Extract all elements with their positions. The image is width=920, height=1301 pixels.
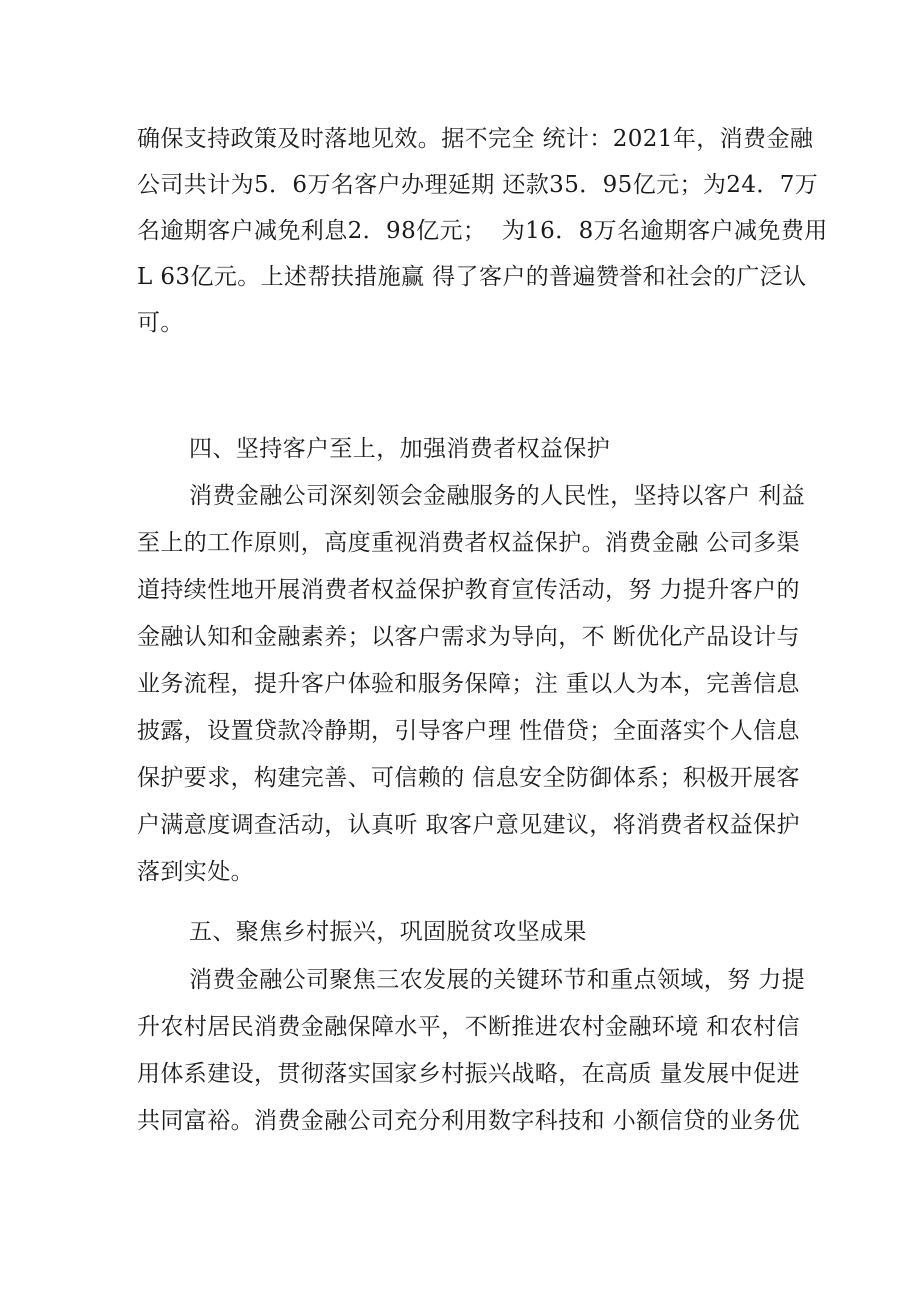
section-heading-4: 四、坚持客户至上，加强消费者权益保护	[189, 436, 611, 462]
paragraph-line: 可。	[137, 310, 184, 336]
paragraph-line: 落到实处。	[137, 859, 254, 885]
paragraph-line: 升农村居民消费金融保障水平，不断推进农村金融环境 和农村信	[137, 1014, 800, 1040]
paragraph-line: 共同富裕。消费金融公司充分利用数字科技和 小额信贷的业务优	[137, 1108, 800, 1134]
paragraph-line: L 63亿元。上述帮扶措施赢 得了客户的普遍赞誉和社会的广泛认	[137, 264, 807, 290]
paragraph-line: 名逾期客户减免利息2．98亿元； 为16．8万名逾期客户减免费用	[137, 218, 828, 244]
paragraph-line: 消费金融公司深刻领会金融服务的人民性，坚持以客户 利益	[189, 483, 806, 509]
section-heading-5: 五、聚焦乡村振兴，巩固脱贫攻坚成果	[189, 919, 587, 945]
paragraph-line: 消费金融公司聚焦三农发展的关键环节和重点领域，努 力提	[189, 967, 806, 993]
paragraph-line: 公司共计为5．6万名客户办理延期 还款35．95亿元；为24．7万	[137, 172, 819, 198]
paragraph-line: 业务流程，提升客户体验和服务保障；注 重以人为本，完善信息	[137, 671, 800, 697]
paragraph-line: 至上的工作原则，高度重视消费者权益保护。消费金融 公司多渠	[137, 530, 800, 556]
paragraph-line: 保护要求，构建完善、可信赖的 信息安全防御体系；积极开展客	[137, 765, 800, 791]
paragraph-line: 户满意度调查活动，认真听 取客户意见建议，将消费者权益保护	[137, 812, 800, 838]
paragraph-line: 道持续性地开展消费者权益保护教育宣传活动，努 力提升客户的	[137, 577, 800, 603]
paragraph-line: 披露，设置贷款冷静期，引导客户理 性借贷；全面落实个人信息	[137, 718, 800, 744]
paragraph-line: 用体系建设，贯彻落实国家乡村振兴战略，在高质 量发展中促进	[137, 1061, 800, 1087]
paragraph-line: 金融认知和金融素养；以客户需求为导向，不 断优化产品设计与	[137, 624, 800, 650]
paragraph-line: 确保支持政策及时落地见效。据不完全 统计：2021年，消费金融	[137, 126, 814, 152]
